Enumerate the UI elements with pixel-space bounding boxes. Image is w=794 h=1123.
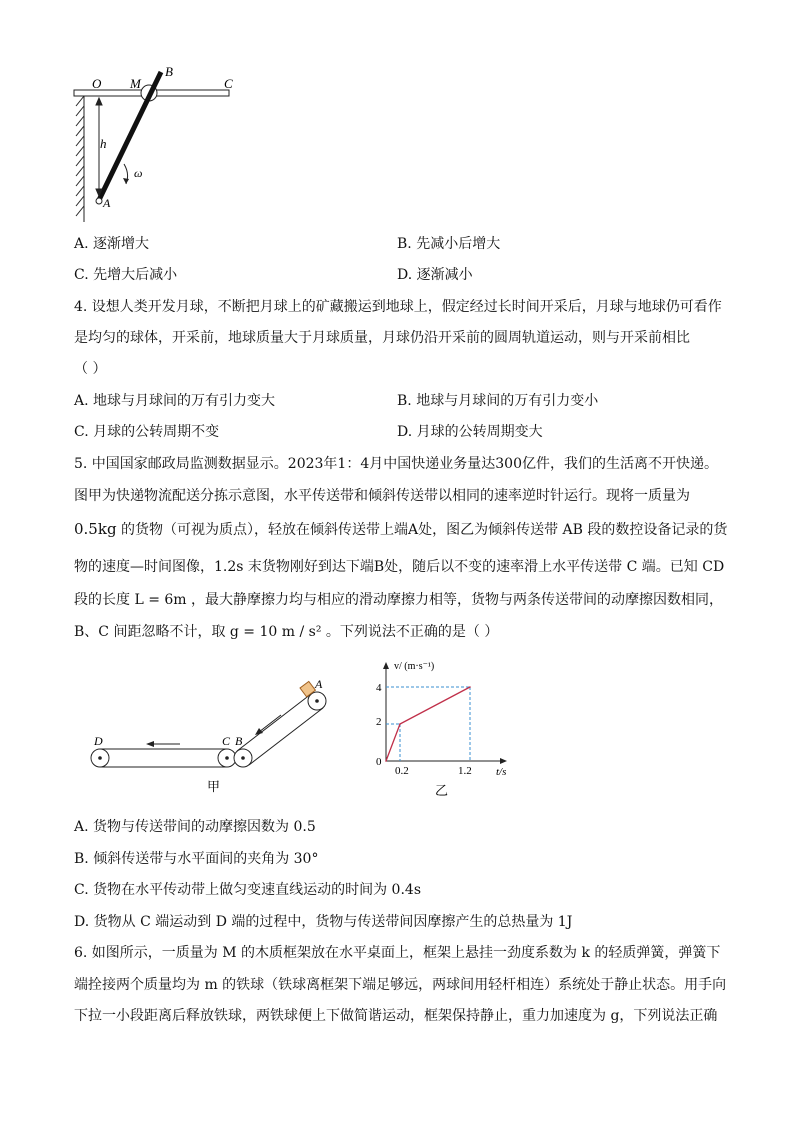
label-a: A bbox=[103, 196, 111, 210]
incline-belt-top bbox=[237, 694, 311, 751]
label-a: A bbox=[315, 677, 323, 691]
x-tick-0.2: 0.2 bbox=[395, 765, 409, 777]
q5-stem-line6: B、C 间距忽略不计，取 g = 10 m / s² 。下列说法不正确的是（ ） bbox=[74, 624, 499, 640]
y-tick-4: 4 bbox=[376, 682, 382, 694]
conveyor-figure-jia bbox=[84, 676, 334, 796]
q5-option-d: D. 货物从 C 端运动到 D 端的过程中，货物与传送带间因摩擦产生的总热量为 1J bbox=[74, 914, 573, 930]
caption-yi: 乙 bbox=[435, 783, 449, 798]
label-d: D bbox=[94, 734, 103, 748]
q3-option-b: B. 先减小后增大 bbox=[397, 236, 501, 252]
caption-jia: 甲 bbox=[207, 779, 221, 794]
q4-stem-line1: 4. 设想人类开发月球，不断把月球上的矿藏搬运到地球上，假定经过长时间开采后，月球与地球仍可看作 bbox=[74, 299, 722, 315]
y-axis-arrow bbox=[383, 662, 389, 669]
rod-wall-figure bbox=[70, 60, 250, 225]
x-axis-arrow bbox=[500, 758, 507, 764]
q5-stem-line5: 段的长度 L = 6m ，最大静摩擦力均与相应的滑动摩擦力相等，货物与两条传送带间的动摩擦因数相同， bbox=[74, 592, 724, 608]
label-h: h bbox=[100, 136, 107, 151]
q3-option-a: A. 逐渐增大 bbox=[74, 236, 150, 252]
label-m: M bbox=[130, 76, 141, 91]
origin-label: 0 bbox=[376, 756, 382, 768]
q4-option-b: B. 地球与月球间的万有引力变小 bbox=[397, 393, 599, 409]
label-o: O bbox=[92, 76, 102, 91]
q5-stem-line3-text: 的货物（可视为质点），轻放在倾斜传送带上端A处，图乙为倾斜传送带 AB 段的数控设备记录的货 bbox=[116, 522, 728, 538]
y-tick-2: 2 bbox=[376, 716, 382, 728]
q5-option-b: B. 倾斜传送带与水平面间的夹角为 30° bbox=[74, 851, 319, 867]
label-b: B bbox=[165, 64, 173, 79]
wall-hatching bbox=[76, 90, 84, 222]
data-point-0.2 bbox=[399, 723, 401, 725]
y-axis-label: v/ (m·s⁻¹) bbox=[394, 661, 435, 672]
q3-option-c: C. 先增大后减小 bbox=[74, 267, 178, 283]
q4-stem-line2: 是均匀的球体，开采前，地球质量大于月球质量，月球仍沿开采前的圆周轨道运动，则与开采前相比 bbox=[74, 330, 690, 346]
q5-stem-line4: 物的速度—时间图像，1.2s 末货物刚好到达下端B处，随后以不变的速率滑上水平传送带 C 端。已知 CD bbox=[74, 559, 725, 575]
q5-option-c: C. 货物在水平传动带上做匀变速直线运动的时间为 0.4s bbox=[74, 882, 422, 898]
vt-chart-yi bbox=[360, 655, 520, 800]
data-point-0 bbox=[385, 760, 387, 762]
q5-mass-value: 0.5kg bbox=[74, 520, 117, 538]
x-tick-1.2: 1.2 bbox=[458, 765, 472, 777]
direction-arrow-incline bbox=[255, 715, 281, 735]
direction-arrow-left bbox=[146, 741, 180, 747]
q6-stem-line1: 6. 如图所示，一质量为 M 的木质框架放在水平桌面上，框架上悬挂一劲度系数为 k 的轻质弹簧，弹簧下 bbox=[74, 945, 721, 961]
label-omega: ω bbox=[134, 166, 143, 180]
q5-stem-line1: 5. 中国国家邮政局监测数据显示。2023年1：4月中国快递业务量达300亿件，我们的生活离不开快递。 bbox=[74, 456, 718, 472]
label-c: C bbox=[222, 734, 231, 748]
q6-stem-line3: 下拉一小段距离后释放铁球，两铁球便上下做简谐运动，框架保持静止，重力加速度为 g，下列说法正确 bbox=[74, 1008, 718, 1024]
q4-option-d: D. 月球的公转周期变大 bbox=[397, 424, 543, 440]
data-point-1.2 bbox=[469, 686, 471, 688]
q5-stem-line2: 图甲为快递物流配送分拣示意图，水平传送带和倾斜传送带以相同的速率逆时针运行。现将一质量为 bbox=[74, 488, 690, 504]
x-axis-label: t/s bbox=[496, 766, 507, 778]
q5-stem-line3 bbox=[74, 519, 727, 539]
label-b: B bbox=[235, 734, 243, 748]
incline-belt-bottom bbox=[249, 708, 323, 765]
q4-option-a: A. 地球与月球间的万有引力变大 bbox=[74, 393, 276, 409]
pivot-a bbox=[96, 198, 102, 204]
q5-option-a: A. 货物与传送带间的动摩擦因数为 0.5 bbox=[74, 819, 316, 835]
q3-option-d: D. 逐渐减小 bbox=[397, 267, 473, 283]
q4-option-c: C. 月球的公转周期不变 bbox=[74, 424, 220, 440]
label-c: C bbox=[224, 76, 233, 91]
q4-stem-line3: （ ） bbox=[74, 361, 107, 377]
q6-stem-line2: 端拴接两个质量均为 m 的铁球（铁球离框架下端足够远，两球间用轻杆相连）系统处于静止状态。用手向 bbox=[74, 977, 727, 993]
